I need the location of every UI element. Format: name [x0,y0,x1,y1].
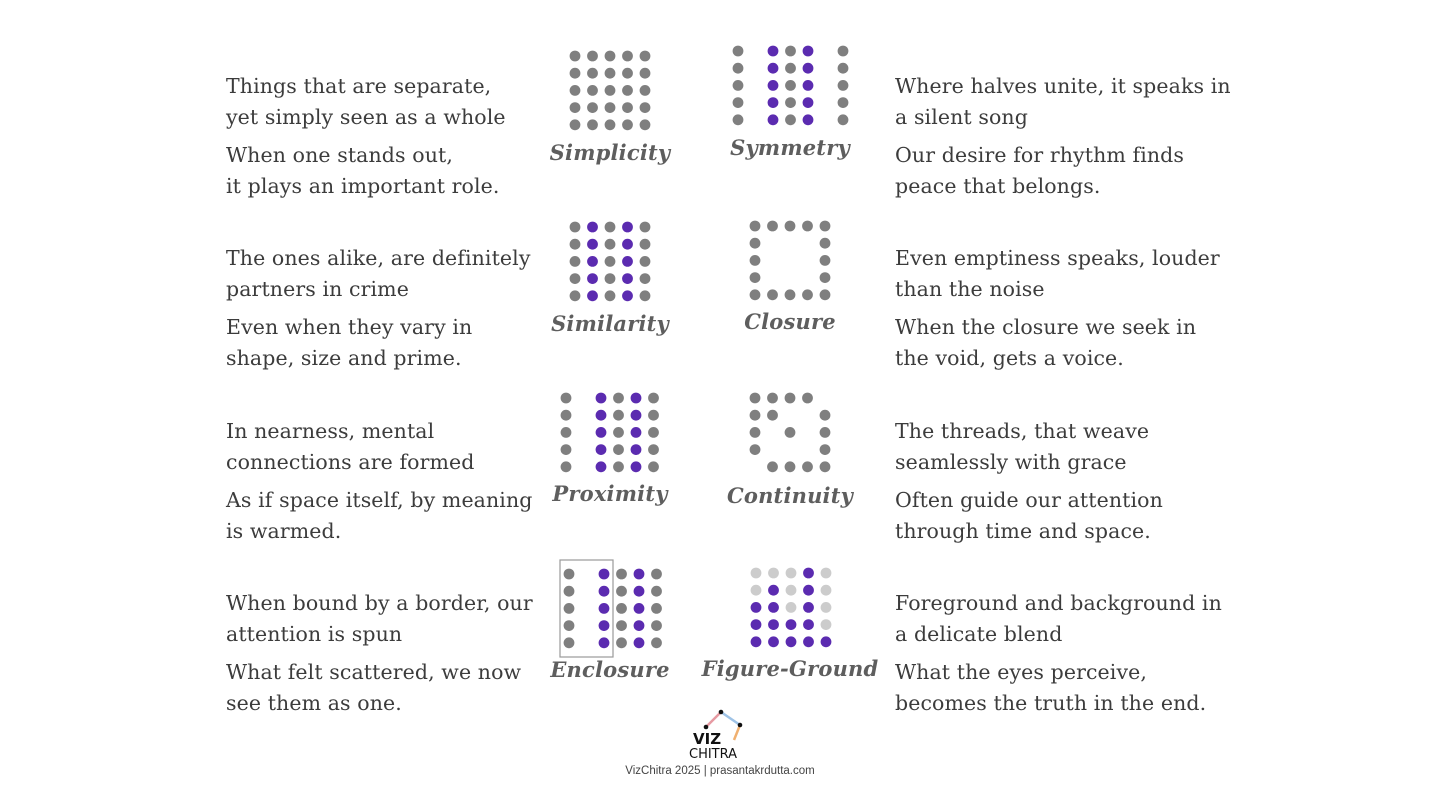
proximity-dot [648,410,659,421]
symmetry-dot [768,80,779,91]
proximity-verse-1: In nearness, mental connections are formed [226,419,475,474]
similarity-dot [605,256,616,267]
enclosure-dot [599,620,610,631]
proximity-dot [561,393,572,404]
symmetry-verse-2: Our desire for rhythm finds peace that belongs. [895,143,1185,198]
figure-ground-dot [803,602,814,613]
similarity-verse-2: Even when they vary in shape, size and prime. [226,315,473,370]
symmetry-dot [803,80,814,91]
proximity-dot [613,410,624,421]
simplicity-dot [622,119,633,130]
proximity-dot [613,461,624,472]
logo-line-left [706,712,721,727]
simplicity-verse-2: When one stands out, it plays an important role. [226,143,500,198]
enclosure-verse-1: When bound by a border, our attention is spun [226,591,533,646]
label-similarity: Similarity [551,311,669,336]
proximity-dot [613,427,624,438]
enclosure-dot [651,637,662,648]
figure-ground-dot [803,585,814,596]
label-proximity: Proximity [552,481,668,506]
closure-dot [785,221,796,232]
symmetry-dot [838,80,849,91]
figure-ground-dot [821,585,832,596]
continuity-dot [802,461,813,472]
similarity-dot [587,222,598,233]
continuity-dot [750,427,761,438]
continuity-verse-2: Often guide our attention through time and space. [895,488,1163,543]
symmetry-dot [733,97,744,108]
symmetry-dot [838,63,849,74]
figure-ground-dot [768,636,779,647]
enclosure-dot [651,586,662,597]
proximity-dot [648,427,659,438]
similarity-dot [622,273,633,284]
continuity-dot [767,393,778,404]
enclosure-dot [564,620,575,631]
figure-ground-dot [786,568,797,579]
proximity-dot [648,393,659,404]
enclosure-dot [651,603,662,614]
continuity-dot [820,461,831,472]
continuity-dot [820,410,831,421]
simplicity-dot [587,85,598,96]
enclosure-dot [616,569,627,580]
proximity-dot [596,393,607,404]
simplicity-verse-1: Things that are separate, yet simply seen as a whole [226,74,506,129]
proximity-dot [596,410,607,421]
closure-dot [750,289,761,300]
symmetry-verse-1: Where halves unite, it speaks in a silent song [895,74,1231,129]
closure-dot [785,289,796,300]
continuity-dot [785,461,796,472]
simplicity-dot [587,68,598,79]
continuity-dot [820,444,831,455]
enclosure-dot [634,620,645,631]
figure-ground-dot [751,636,762,647]
proximity-dot [561,444,572,455]
simplicity-dot [640,51,651,62]
figure-ground-dot [786,585,797,596]
logo-text-viz: VIZ [693,730,722,748]
figure-ground-dot [768,585,779,596]
continuity-verse-1: The threads, that weave seamlessly with grace [895,419,1150,474]
symmetry-dot [768,114,779,125]
closure-dot [820,272,831,283]
enclosure-dot [599,569,610,580]
simplicity-dot [640,102,651,113]
closure-dot [820,238,831,249]
simplicity-dot [622,68,633,79]
figure-ground-dot [768,602,779,613]
figure-ground-dot [803,636,814,647]
simplicity-dot [570,68,581,79]
symmetry-dot [838,46,849,57]
simplicity-dot [640,119,651,130]
closure-dot [802,289,813,300]
continuity-dot [767,410,778,421]
simplicity-dot [622,102,633,113]
enclosure-dot [651,569,662,580]
simplicity-dot [640,68,651,79]
symmetry-dot [803,97,814,108]
simplicity-dot [605,68,616,79]
enclosure-dot [634,603,645,614]
figure-ground-dot [821,636,832,647]
figure-ground-dot [821,619,832,630]
enclosure-dot [634,637,645,648]
simplicity-dot [570,119,581,130]
closure-verse-1: Even emptiness speaks, louder than the noise [895,246,1220,301]
enclosure-dot [564,637,575,648]
similarity-dot [622,256,633,267]
similarity-dot [640,239,651,250]
enclosure-dot [616,586,627,597]
logo-line-down [734,725,740,740]
symmetry-dot [785,114,796,125]
similarity-dot [587,256,598,267]
continuity-dot [802,393,813,404]
symmetry-dot [768,97,779,108]
enclosure-dot [634,586,645,597]
proximity-dot [631,410,642,421]
similarity-dot [605,239,616,250]
proximity-dot [631,427,642,438]
figure-ground-dot [751,568,762,579]
closure-dot [750,221,761,232]
symmetry-dot [803,46,814,57]
simplicity-dot [605,85,616,96]
figure-ground-dot [768,619,779,630]
figure-ground-dot [786,619,797,630]
similarity-dot [640,290,651,301]
continuity-dot [750,410,761,421]
figure-ground-verse-2: What the eyes perceive, becomes the truth in the end. [895,660,1207,715]
enclosure-dot [599,637,610,648]
symmetry-dot [733,46,744,57]
continuity-dot [785,427,796,438]
proximity-verse-2: As if space itself, by meaning is warmed. [226,488,533,543]
closure-dot [820,289,831,300]
label-figure-ground: Figure-Ground [701,656,879,681]
closure-dot [820,221,831,232]
symmetry-dot [785,63,796,74]
similarity-dot [587,239,598,250]
proximity-dot [561,427,572,438]
similarity-dot [605,273,616,284]
similarity-dot [570,222,581,233]
enclosure-dot [564,603,575,614]
figure-ground-dot [768,568,779,579]
logo-node-top [719,710,724,715]
similarity-verse-1: The ones alike, are definitely partners in crime [226,246,531,301]
proximity-dot [648,444,659,455]
logo-node-right [738,723,743,728]
symmetry-dot [803,63,814,74]
similarity-dot [640,222,651,233]
enclosure-dot [616,620,627,631]
similarity-dot [570,273,581,284]
proximity-dot [613,444,624,455]
similarity-dot [640,256,651,267]
vizchitra-logo [684,706,748,764]
enclosure-dot [564,569,575,580]
symmetry-dot [733,114,744,125]
simplicity-dot [622,85,633,96]
simplicity-dot [587,51,598,62]
simplicity-dot [587,119,598,130]
closure-dot [750,238,761,249]
symmetry-dot [733,80,744,91]
figure-ground-dot [786,602,797,613]
figure-ground-dot [821,568,832,579]
proximity-dot [596,461,607,472]
simplicity-dot [605,119,616,130]
symmetry-dot [768,46,779,57]
proximity-dot [596,444,607,455]
enclosure-dot [616,637,627,648]
logo-line-right [721,712,740,725]
label-closure: Closure [744,309,836,334]
figure-ground-dot [803,619,814,630]
symmetry-dot [785,80,796,91]
similarity-dot [622,290,633,301]
closure-dot [802,221,813,232]
figure-ground-verse-1: Foreground and background in a delicate blend [895,591,1222,646]
enclosure-dot [599,586,610,597]
proximity-dot [561,410,572,421]
closure-dot [750,272,761,283]
label-enclosure: Enclosure [550,657,670,682]
similarity-dot [570,239,581,250]
symmetry-dot [803,114,814,125]
closure-dot [767,221,778,232]
closure-dot [750,255,761,266]
similarity-dot [570,256,581,267]
simplicity-dot [640,85,651,96]
similarity-dot [605,290,616,301]
label-symmetry: Symmetry [730,135,850,160]
simplicity-dot [570,51,581,62]
enclosure-dot [634,569,645,580]
enclosure-dot [599,603,610,614]
closure-verse-2: When the closure we seek in the void, gets a voice. [895,315,1197,370]
label-simplicity: Simplicity [549,140,671,165]
similarity-dot [622,239,633,250]
similarity-dot [587,290,598,301]
proximity-dot [613,393,624,404]
logo-text-chitra: CHITRA [689,747,738,762]
simplicity-dot [570,102,581,113]
similarity-dot [640,273,651,284]
continuity-dot [767,461,778,472]
similarity-dot [605,222,616,233]
closure-dot [767,289,778,300]
proximity-dot [631,444,642,455]
similarity-dot [570,290,581,301]
figure-ground-dot [821,602,832,613]
simplicity-dot [587,102,598,113]
continuity-dot [750,393,761,404]
symmetry-dot [733,63,744,74]
simplicity-dot [605,102,616,113]
closure-dot [820,255,831,266]
figure-ground-dot [751,619,762,630]
proximity-dot [561,461,572,472]
proximity-dot [648,461,659,472]
continuity-dot [750,444,761,455]
enclosure-dot [564,586,575,597]
simplicity-dot [570,85,581,96]
simplicity-dot [622,51,633,62]
figure-ground-dot [751,602,762,613]
simplicity-dot [605,51,616,62]
symmetry-dot [838,97,849,108]
symmetry-dot [785,97,796,108]
enclosure-dot [616,603,627,614]
figure-ground-dot [803,568,814,579]
footer-credit: VizChitra 2025 | prasantakrdutta.com [625,765,815,777]
symmetry-dot [838,114,849,125]
symmetry-dot [768,63,779,74]
symmetry-dot [785,46,796,57]
enclosure-verse-2: What felt scattered, we now see them as one. [226,660,522,715]
similarity-dot [587,273,598,284]
enclosure-dot [651,620,662,631]
similarity-dot [622,222,633,233]
figure-ground-dot [786,636,797,647]
proximity-dot [596,427,607,438]
figure-ground-dot [751,585,762,596]
proximity-dot [631,461,642,472]
label-continuity: Continuity [726,483,854,508]
proximity-dot [631,393,642,404]
continuity-dot [785,393,796,404]
continuity-dot [820,427,831,438]
logo-node-left [704,725,709,730]
